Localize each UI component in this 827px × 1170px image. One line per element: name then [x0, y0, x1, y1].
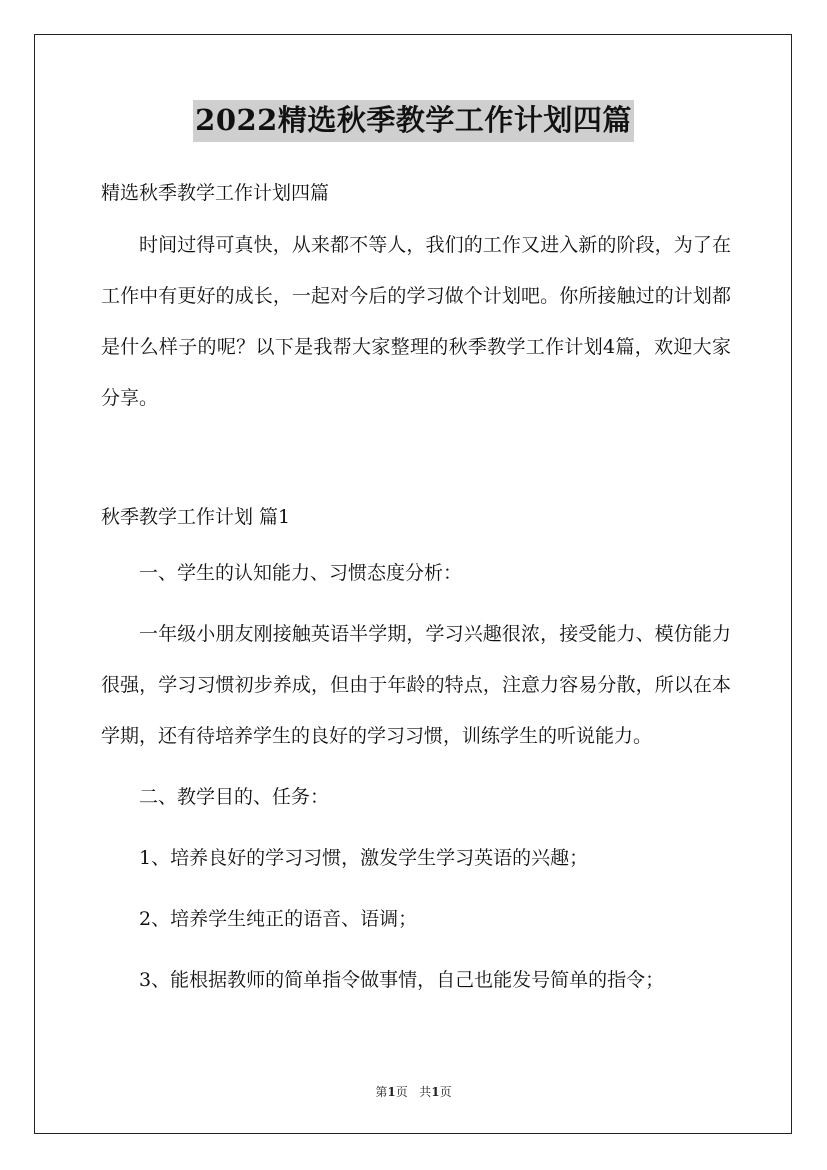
paragraph-analysis-heading: 一、学生的认知能力、习惯态度分析：: [139, 562, 463, 584]
paragraph-goals-heading: 二、教学目的、任务：: [139, 786, 330, 808]
total-label-prefix: 共: [419, 1085, 432, 1099]
intro-section: [101, 220, 731, 424]
page-label-prefix: 第: [375, 1085, 388, 1099]
section-heading-text: 秋季教学工作计划 篇1: [101, 506, 291, 528]
page-label-suffix: 页: [395, 1085, 408, 1099]
title-container: [0, 100, 827, 142]
total-label-suffix: 页: [439, 1085, 452, 1099]
paragraph-goal-2: 2、培养学生纯正的语音、语调；: [139, 908, 418, 930]
intro-paragraph: 时间过得可真快，从来都不等人，我们的工作又进入新的阶段，为了在工作中有更好的成长，一起对今后的学习做个计划吧。你所接触过的计划都是什么样子的呢？以下是我帮大家整理的秋季教学工作计划4篇，欢迎大家分享。: [101, 234, 731, 409]
total-pages: 1: [431, 1085, 440, 1099]
page-footer: [0, 1083, 827, 1100]
document-subtitle: [101, 168, 731, 219]
page-number: 1: [387, 1085, 396, 1099]
section-heading: [101, 492, 731, 543]
paragraph-goal-1: 1、培养良好的学习习惯，激发学生学习英语的兴趣；: [139, 847, 589, 869]
main-content: [101, 548, 731, 1006]
paragraph-goal-3: 3、能根据教师的简单指令做事情，自己也能发号简单的指令；: [139, 969, 665, 991]
paragraph-analysis-body: 一年级小朋友刚接触英语半学期，学习兴趣很浓，接受能力、模仿能力很强，学习习惯初步养成，但由于年龄的特点，注意力容易分散，所以在本学期，还有待培养学生的良好的学习习惯，训练学生的听说能力。: [101, 623, 731, 747]
document-title: 2022精选秋季教学工作计划四篇: [193, 100, 634, 142]
subtitle-text: 精选秋季教学工作计划四篇: [101, 182, 330, 204]
